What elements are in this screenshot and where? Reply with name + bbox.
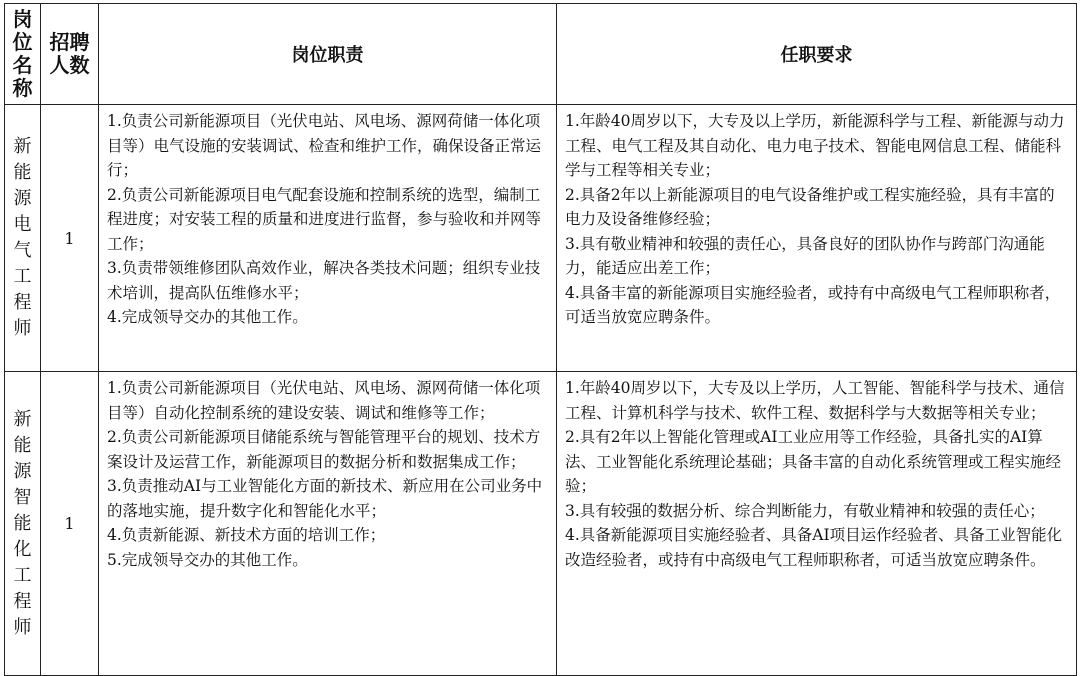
- table-row: [5, 372, 1077, 676]
- position-name-cell: 新能源智能化工程师: [5, 372, 41, 676]
- duty-item: 2.负责公司新能源项目储能系统与智能管理平台的规划、技术方案设计及运营工作，新能源项目的数据分析和数据集成工作；: [107, 428, 541, 471]
- headcount-cell: 1: [41, 372, 99, 676]
- requirements-cell: [557, 372, 1077, 676]
- requirement-item: 2.具备2年以上新能源项目的电气设备维护或工程实施经验，具有丰富的电力及设备维修经验；: [565, 185, 1055, 228]
- table-row: [5, 105, 1077, 372]
- header-duties: 岗位职责: [99, 4, 557, 105]
- duty-item: 4.负责新能源、新技术方面的培训工作；: [107, 526, 386, 544]
- requirement-item: 4.具备丰富的新能源项目实施经验者，或持有中高级电气工程师职称者，可适当放宽应聘条件。: [565, 283, 1061, 326]
- duty-item: 4.完成领导交办的其他工作。: [107, 308, 308, 326]
- header-row: [5, 4, 1077, 105]
- duty-item: 3.负责推动AI与工业智能化方面的新技术、新应用在公司业务中的落地实施，提升数字化和智能化水平；: [107, 477, 543, 520]
- headcount-cell: 1: [41, 105, 99, 372]
- duties-cell: [99, 372, 557, 676]
- header-requirements: 任职要求: [557, 4, 1077, 105]
- header-headcount: 招聘人数: [41, 4, 99, 105]
- header-position-name: 岗位名称: [5, 4, 41, 105]
- requirements-cell: [557, 105, 1077, 372]
- duty-item: 5.完成领导交办的其他工作。: [107, 550, 308, 569]
- duty-item: 3.负责带领维修团队高效作业，解决各类技术问题；组织专业技术培训，提高队伍维修水平；: [107, 259, 541, 302]
- duties-cell: [99, 105, 557, 372]
- requirement-item: 4.具备新能源项目实施经验者、具备AI项目运作经验者、具备工业智能化改造经验者，或持有中高级电气工程师职称者，可适当放宽应聘条件。: [565, 526, 1063, 569]
- duty-item: 1.负责公司新能源项目（光伏电站、风电场、源网荷储一体化项目等）电气设施的安装调试、检查和维护工作，确保设备正常运行；: [107, 112, 542, 179]
- requirement-item: 3.具有较强的数据分析、综合判断能力，有敬业精神和较强的责任心；: [565, 501, 1045, 520]
- requirement-item: 1.年龄40周岁以下，大专及以上学历，人工智能、智能科学与技术、通信工程、计算机科学与技术、软件工程、数据科学与大数据等相关专业；: [565, 379, 1065, 422]
- requirement-item: 3.具有敬业精神和较强的责任心，具备良好的团队协作与跨部门沟通能力，能适应出差工作；: [565, 234, 1045, 277]
- position-name-cell: 新能源电气工程师: [5, 105, 41, 372]
- requirement-item: 1.年龄40周岁以下，大专及以上学历，新能源科学与工程、新能源与动力工程、电气工程及其自动化、电力电子技术、智能电网信息工程、储能科学与工程等相关专业；: [565, 112, 1065, 179]
- requirement-item: 2.具有2年以上智能化管理或AI工业应用等工作经验，具备扎实的AI算法、工业智能化系统理论基础；具备丰富的自动化系统管理或工程实施经验；: [565, 428, 1062, 495]
- recruitment-table: [4, 3, 1077, 676]
- duty-item: 2.负责公司新能源项目电气配套设施和控制系统的选型，编制工程进度；对安装工程的质量和进度进行监督，参与验收和并网等工作；: [107, 185, 542, 253]
- duty-item: 1.负责公司新能源项目（光伏电站、风电场、源网荷储一体化项目等）自动化控制系统的建设安装、调试和维修等工作；: [107, 379, 541, 422]
